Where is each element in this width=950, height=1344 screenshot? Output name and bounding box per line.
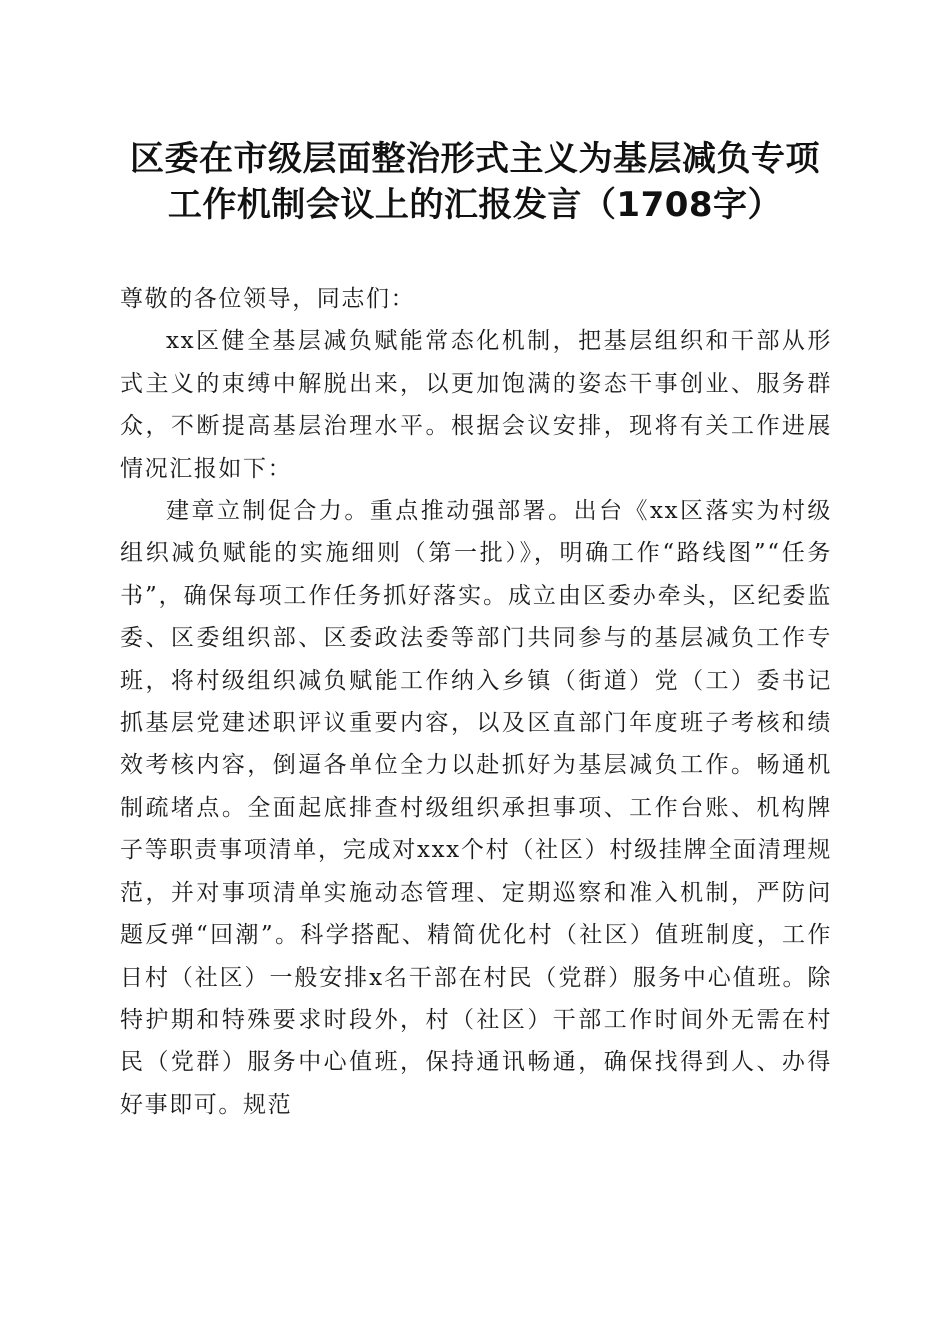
title-line-2: 工作机制会议上的汇报发言（1708字）	[167, 185, 783, 225]
paragraph-rules: 建章立制促合力。重点推动强部署。出台《xx区落实为村级组织减负赋能的实施细则（第一批）》，明确工作“路线图”“任务书”，确保每项工作任务抓好落实。成立由区委办牵头，区纪委监委、区委组织部、区委政法委等部门共同参与的基层减负工作专班，将村级组织减负赋能工作纳入乡镇（街道）党（工）委书记抓基层党建述职评议重要内容，以及区直部门年度班子考核和绩效考核内容，倒逼各单位全力以赴抓好为基层减负工作。畅通机制疏堵点。全面起底排查村级组织承担事项、工作台账、机构牌子等职责事项清单，完成对xxx个村（社区）村级挂牌全面清理规范，并对事项清单实施动态管理、定期巡察和准入机制，严防问题反弹“回潮”。科学搭配、精简优化村（社区）值班制度，工作日村（社区）一般安排x名干部在村民（党群）服务中心值班。除特护期和特殊要求时段外，村（社区）干部工作时间外无需在村民（党群）服务中心值班，保持通讯畅通，确保找得到人、办得好事即可。规范	[120, 498, 832, 1118]
salutation: 尊敬的各位领导，同志们：	[120, 286, 416, 312]
paragraph-intro: xx区健全基层减负赋能常态化机制，把基层组织和干部从形式主义的束缚中解脱出来，以更加饱满的姿态干事创业、服务群众，不断提高基层治理水平。根据会议安排，现将有关工作进展情况汇报如下：	[120, 328, 832, 482]
title-line-1: 区委在市级层面整治形式主义为基层减负专项	[130, 139, 820, 179]
document-body	[120, 278, 832, 1126]
document-title	[100, 136, 850, 228]
